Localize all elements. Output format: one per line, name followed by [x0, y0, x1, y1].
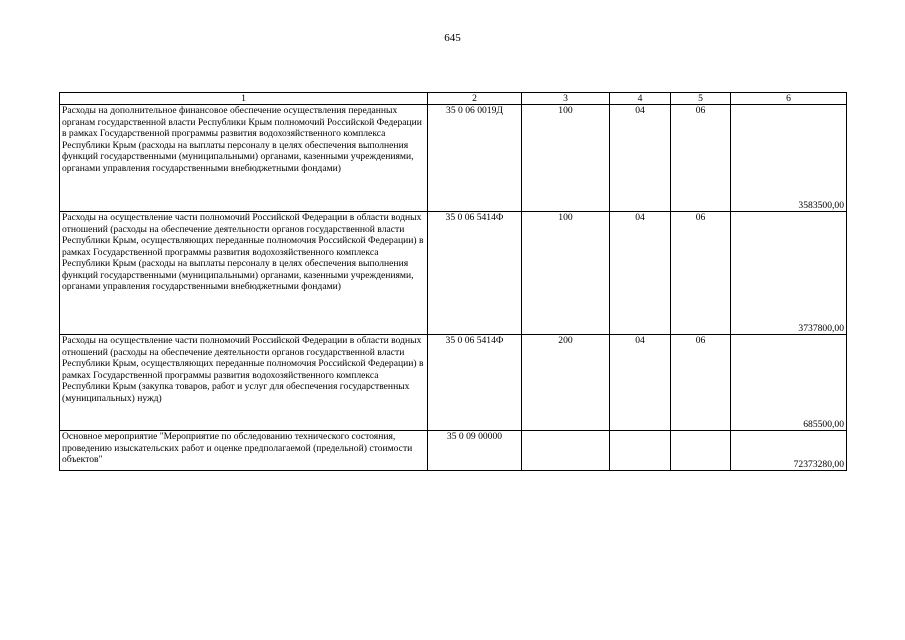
column-header-6: 6 [731, 93, 847, 105]
page-number: 645 [444, 32, 461, 44]
amount: 685500,00 [731, 335, 847, 431]
subsection-code [671, 431, 731, 471]
subsection-code: 06 [671, 105, 731, 212]
amount: 3737800,00 [731, 212, 847, 335]
target-article-code: 35 0 06 5414Ф [428, 335, 522, 431]
table-row [60, 212, 847, 335]
subsection-code: 06 [671, 335, 731, 431]
column-header-1: 1 [60, 93, 428, 105]
expense-description: Основное мероприятие "Мероприятие по обследованию технического состояния, проведению изыскательских работ и оценке предполагаемой (предельной) стоимости объектов" [60, 431, 428, 471]
expense-description: Расходы на дополнительное финансовое обеспечение осуществления переданных органам государственной власти Республики Крым полномочий Российской Федерации в рамках Государственной программы развития водохозяйственного комплекса Республики Крым (расходы на выплаты персоналу в целях обеспечения выполнения функций государственными (муниципальными) органами, казенными учреждениями, органами управления государственными внебюджетными фондами) [60, 105, 428, 212]
table-row [60, 105, 847, 212]
expense-type-code: 100 [522, 105, 610, 212]
amount: 3583500,00 [731, 105, 847, 212]
amount: 72373280,00 [731, 431, 847, 471]
table-header-row [60, 93, 847, 105]
table-row [60, 431, 847, 471]
subsection-code: 06 [671, 212, 731, 335]
expense-description: Расходы на осуществление части полномочий Российской Федерации в области водных отношений (расходы на обеспечение деятельности органов государственной власти Республики Крым, осуществляющих переданные полномочия Российской Федерации) в рамках Государственной программы развития водохозяйственного комплекса Республики Крым (расходы на выплаты персоналу в целях обеспечения выполнения функций государственными (муниципальными) органами, казенными учреждениями, органами управления государственными внебюджетными фондами) [60, 212, 428, 335]
expense-description: Расходы на осуществление части полномочий Российской Федерации в области водных отношений (расходы на обеспечение деятельности органов государственной власти Республики Крым, осуществляющих переданные полномочия Российской Федерации) в рамках Государственной программы развития водохозяйственного комплекса Республики Крым (закупка товаров, работ и услуг для обеспечения государственных (муниципальных) нужд) [60, 335, 428, 431]
expense-type-code [522, 431, 610, 471]
expense-type-code: 100 [522, 212, 610, 335]
budget-table [59, 92, 847, 471]
column-header-4: 4 [610, 93, 671, 105]
section-code [610, 431, 671, 471]
section-code: 04 [610, 212, 671, 335]
table-row [60, 335, 847, 431]
target-article-code: 35 0 06 0019Д [428, 105, 522, 212]
expense-type-code: 200 [522, 335, 610, 431]
column-header-3: 3 [522, 93, 610, 105]
column-header-5: 5 [671, 93, 731, 105]
target-article-code: 35 0 09 00000 [428, 431, 522, 471]
column-header-2: 2 [428, 93, 522, 105]
section-code: 04 [610, 105, 671, 212]
section-code: 04 [610, 335, 671, 431]
target-article-code: 35 0 06 5414Ф [428, 212, 522, 335]
